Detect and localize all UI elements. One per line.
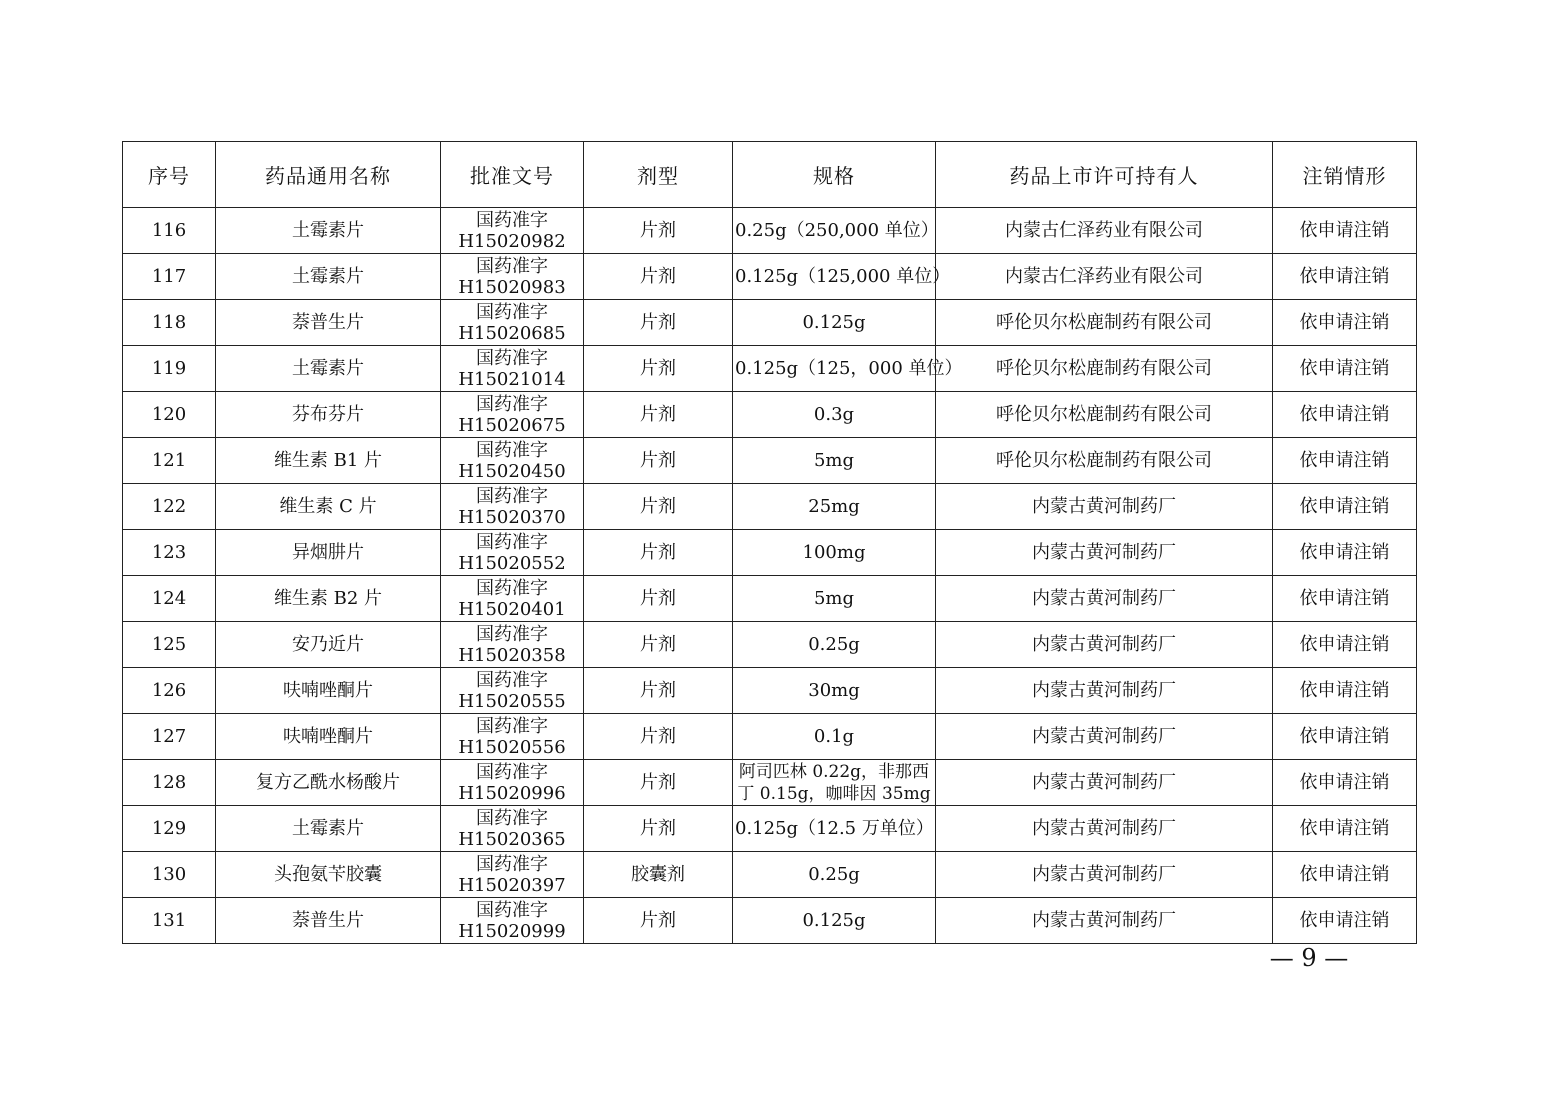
approval-prefix: 国药准字 (476, 439, 548, 461)
license-holder-cell: 呼伦贝尔松鹿制药有限公司 (936, 300, 1273, 346)
approval-number-cell (441, 852, 584, 898)
drug-name-cell: 萘普生片 (216, 898, 441, 944)
license-holder-cell: 呼伦贝尔松鹿制药有限公司 (936, 346, 1273, 392)
approval-code: H15020365 (458, 828, 566, 850)
approval-prefix: 国药准字 (476, 255, 548, 277)
drug-name-cell: 头孢氨苄胶囊 (216, 852, 441, 898)
approval-code: H15020685 (458, 322, 566, 344)
approval-code: H15021014 (458, 368, 566, 390)
table-row (123, 254, 1417, 300)
serial-number-cell: 122 (123, 484, 216, 530)
approval-number-cell (441, 346, 584, 392)
dosage-form-cell: 片剂 (584, 668, 733, 714)
serial-number-cell: 126 (123, 668, 216, 714)
table-row (123, 898, 1417, 944)
dosage-form-cell: 片剂 (584, 714, 733, 760)
drug-name-cell: 安乃近片 (216, 622, 441, 668)
approval-number-cell (441, 208, 584, 254)
cancellation-reason-cell: 依申请注销 (1273, 714, 1417, 760)
approval-code: H15020556 (458, 736, 566, 758)
approval-number-cell (441, 760, 584, 806)
serial-number-cell: 116 (123, 208, 216, 254)
table-row (123, 576, 1417, 622)
specification-cell: 0.25g (733, 852, 936, 898)
serial-number-cell: 128 (123, 760, 216, 806)
serial-number-cell: 117 (123, 254, 216, 300)
table-row (123, 622, 1417, 668)
serial-number-cell: 129 (123, 806, 216, 852)
approval-number-cell (441, 392, 584, 438)
table-row (123, 530, 1417, 576)
serial-number-cell: 118 (123, 300, 216, 346)
approval-code: H15020983 (458, 276, 566, 298)
specification-cell: 0.3g (733, 392, 936, 438)
serial-number-cell: 124 (123, 576, 216, 622)
approval-number-cell (441, 714, 584, 760)
cancellation-reason-cell: 依申请注销 (1273, 300, 1417, 346)
specification-cell: 100mg (733, 530, 936, 576)
approval-number-cell (441, 668, 584, 714)
header-row (123, 142, 1417, 208)
serial-number-cell: 125 (123, 622, 216, 668)
dosage-form-cell: 片剂 (584, 392, 733, 438)
drug-name-cell: 维生素 B2 片 (216, 576, 441, 622)
drug-name-cell: 复方乙酰水杨酸片 (216, 760, 441, 806)
table-row (123, 300, 1417, 346)
approval-prefix: 国药准字 (476, 623, 548, 645)
approval-code: H15020675 (458, 414, 566, 436)
table-body (123, 208, 1417, 944)
specification-cell: 0.25g（250,000 单位） (733, 208, 936, 254)
serial-number-cell: 131 (123, 898, 216, 944)
specification-cell: 5mg (733, 576, 936, 622)
license-holder-cell: 内蒙古黄河制药厂 (936, 852, 1273, 898)
serial-number-cell: 130 (123, 852, 216, 898)
license-holder-cell: 内蒙古黄河制药厂 (936, 484, 1273, 530)
license-holder-cell: 内蒙古黄河制药厂 (936, 898, 1273, 944)
cancellation-reason-cell: 依申请注销 (1273, 254, 1417, 300)
approval-prefix: 国药准字 (476, 393, 548, 415)
table-row (123, 208, 1417, 254)
drug-cancellation-table (122, 141, 1417, 944)
specification-cell: 0.1g (733, 714, 936, 760)
header-specification: 规格 (733, 142, 936, 208)
drug-name-cell: 土霉素片 (216, 346, 441, 392)
specification-cell: 0.125g (733, 898, 936, 944)
specification-cell: 0.125g（125，000 单位） (733, 346, 936, 392)
dosage-form-cell: 片剂 (584, 438, 733, 484)
license-holder-cell: 内蒙古黄河制药厂 (936, 530, 1273, 576)
specification-cell: 0.25g (733, 622, 936, 668)
cancellation-reason-cell: 依申请注销 (1273, 760, 1417, 806)
approval-prefix: 国药准字 (476, 209, 548, 231)
cancellation-reason-cell: 依申请注销 (1273, 806, 1417, 852)
header-dosage-form: 剂型 (584, 142, 733, 208)
approval-number-cell (441, 576, 584, 622)
drug-name-cell: 维生素 B1 片 (216, 438, 441, 484)
header-cancellation-reason: 注销情形 (1273, 142, 1417, 208)
dosage-form-cell: 片剂 (584, 622, 733, 668)
specification-cell: 阿司匹林 0.22g，非那西丁 0.15g，咖啡因 35mg (733, 760, 936, 806)
dosage-form-cell: 胶囊剂 (584, 852, 733, 898)
approval-number-cell (441, 806, 584, 852)
license-holder-cell: 内蒙古黄河制药厂 (936, 714, 1273, 760)
approval-prefix: 国药准字 (476, 577, 548, 599)
approval-code: H15020450 (458, 460, 566, 482)
dosage-form-cell: 片剂 (584, 346, 733, 392)
approval-code: H15020996 (458, 782, 566, 804)
dosage-form-cell: 片剂 (584, 806, 733, 852)
table-row (123, 714, 1417, 760)
specification-cell: 5mg (733, 438, 936, 484)
serial-number-cell: 120 (123, 392, 216, 438)
license-holder-cell: 内蒙古仁泽药业有限公司 (936, 254, 1273, 300)
approval-prefix: 国药准字 (476, 761, 548, 783)
specification-cell: 25mg (733, 484, 936, 530)
header-approval-number: 批准文号 (441, 142, 584, 208)
dosage-form-cell: 片剂 (584, 898, 733, 944)
cancellation-reason-cell: 依申请注销 (1273, 852, 1417, 898)
cancellation-reason-cell: 依申请注销 (1273, 438, 1417, 484)
approval-number-cell (441, 254, 584, 300)
specification-cell: 0.125g（12.5 万单位） (733, 806, 936, 852)
table-row (123, 346, 1417, 392)
header-license-holder: 药品上市许可持有人 (936, 142, 1273, 208)
license-holder-cell: 内蒙古黄河制药厂 (936, 668, 1273, 714)
approval-code: H15020555 (458, 690, 566, 712)
approval-prefix: 国药准字 (476, 301, 548, 323)
approval-prefix: 国药准字 (476, 853, 548, 875)
header-serial-number: 序号 (123, 142, 216, 208)
drug-name-cell: 芬布芬片 (216, 392, 441, 438)
drug-name-cell: 土霉素片 (216, 208, 441, 254)
serial-number-cell: 121 (123, 438, 216, 484)
table-row (123, 484, 1417, 530)
specification-cell: 0.125g（125,000 单位） (733, 254, 936, 300)
approval-number-cell (441, 484, 584, 530)
specification-cell: 0.125g (733, 300, 936, 346)
dosage-form-cell: 片剂 (584, 576, 733, 622)
license-holder-cell: 内蒙古仁泽药业有限公司 (936, 208, 1273, 254)
drug-name-cell: 萘普生片 (216, 300, 441, 346)
approval-number-cell (441, 898, 584, 944)
approval-number-cell (441, 438, 584, 484)
header-drug-name: 药品通用名称 (216, 142, 441, 208)
cancellation-reason-cell: 依申请注销 (1273, 530, 1417, 576)
dosage-form-cell: 片剂 (584, 300, 733, 346)
serial-number-cell: 127 (123, 714, 216, 760)
page-number: — 9 — (1269, 944, 1349, 972)
dosage-form-cell: 片剂 (584, 760, 733, 806)
table-row (123, 852, 1417, 898)
approval-code: H15020999 (458, 920, 566, 942)
license-holder-cell: 呼伦贝尔松鹿制药有限公司 (936, 438, 1273, 484)
cancellation-reason-cell: 依申请注销 (1273, 668, 1417, 714)
approval-code: H15020552 (458, 552, 566, 574)
license-holder-cell: 呼伦贝尔松鹿制药有限公司 (936, 392, 1273, 438)
drug-name-cell: 土霉素片 (216, 254, 441, 300)
approval-number-cell (441, 530, 584, 576)
approval-number-cell (441, 622, 584, 668)
cancellation-reason-cell: 依申请注销 (1273, 898, 1417, 944)
drug-name-cell: 呋喃唑酮片 (216, 668, 441, 714)
license-holder-cell: 内蒙古黄河制药厂 (936, 806, 1273, 852)
approval-code: H15020401 (458, 598, 566, 620)
serial-number-cell: 123 (123, 530, 216, 576)
specification-cell: 30mg (733, 668, 936, 714)
approval-prefix: 国药准字 (476, 669, 548, 691)
dosage-form-cell: 片剂 (584, 484, 733, 530)
drug-name-cell: 维生素 C 片 (216, 484, 441, 530)
table-row (123, 806, 1417, 852)
table-row (123, 760, 1417, 806)
approval-code: H15020982 (458, 230, 566, 252)
approval-prefix: 国药准字 (476, 807, 548, 829)
license-holder-cell: 内蒙古黄河制药厂 (936, 760, 1273, 806)
cancellation-reason-cell: 依申请注销 (1273, 622, 1417, 668)
table-row (123, 392, 1417, 438)
approval-prefix: 国药准字 (476, 347, 548, 369)
table-row (123, 668, 1417, 714)
cancellation-reason-cell: 依申请注销 (1273, 484, 1417, 530)
approval-code: H15020397 (458, 874, 566, 896)
dosage-form-cell: 片剂 (584, 208, 733, 254)
cancellation-reason-cell: 依申请注销 (1273, 208, 1417, 254)
approval-code: H15020358 (458, 644, 566, 666)
approval-prefix: 国药准字 (476, 899, 548, 921)
drug-name-cell: 土霉素片 (216, 806, 441, 852)
approval-code: H15020370 (458, 506, 566, 528)
cancellation-reason-cell: 依申请注销 (1273, 392, 1417, 438)
approval-prefix: 国药准字 (476, 485, 548, 507)
serial-number-cell: 119 (123, 346, 216, 392)
cancellation-reason-cell: 依申请注销 (1273, 346, 1417, 392)
license-holder-cell: 内蒙古黄河制药厂 (936, 576, 1273, 622)
table-row (123, 438, 1417, 484)
approval-prefix: 国药准字 (476, 531, 548, 553)
approval-prefix: 国药准字 (476, 715, 548, 737)
cancellation-reason-cell: 依申请注销 (1273, 576, 1417, 622)
approval-number-cell (441, 300, 584, 346)
drug-name-cell: 异烟肼片 (216, 530, 441, 576)
drug-name-cell: 呋喃唑酮片 (216, 714, 441, 760)
license-holder-cell: 内蒙古黄河制药厂 (936, 622, 1273, 668)
table-header (123, 142, 1417, 208)
dosage-form-cell: 片剂 (584, 530, 733, 576)
dosage-form-cell: 片剂 (584, 254, 733, 300)
